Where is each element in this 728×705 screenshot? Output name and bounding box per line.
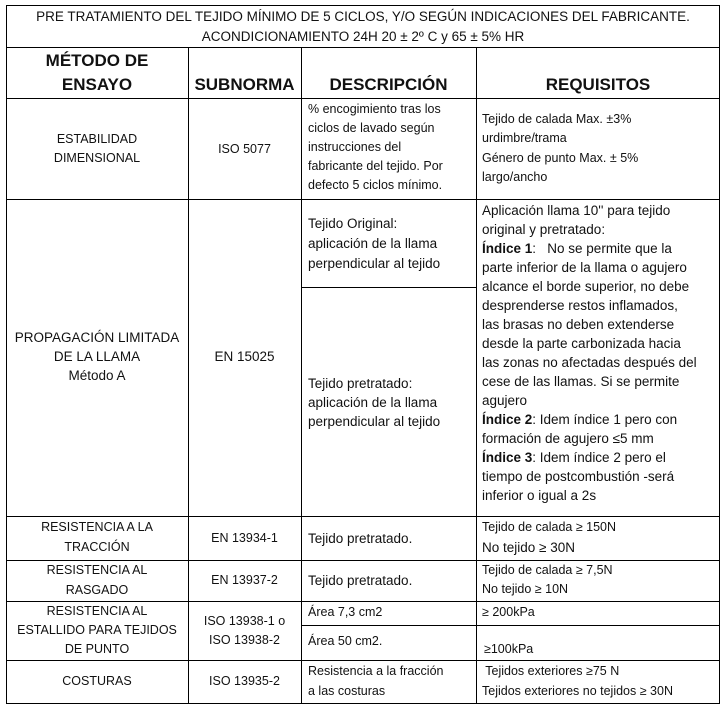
indice3-label: Índice 3 [482,450,533,465]
divider-propagacion-sub [301,287,476,288]
propagacion-req-i1-1: parte inferior de la llama o agujero [482,260,687,275]
propagacion-req-i1-6: las zonas no afectadas después del [482,355,697,370]
estabilidad-subnorma: ISO 5077 [218,142,271,156]
traccion-subnorma: EN 13934-1 [211,531,278,545]
estallido-subnorma-1: ISO 13938-1 o [203,614,286,628]
header-requisitos: REQUISITOS [545,75,651,94]
rasgado-metodo-2: RASGADO [65,583,129,597]
banner-line-1: PRE TRATAMIENTO DEL TEJIDO MÍNIMO DE 5 CICLOS, Y/O SEGÚN INDICACIONES DEL FABRICANTE. [36,9,690,24]
propagacion-req-i3-2: inferior o igual a 2s [482,488,597,503]
propagacion-desc-original-1: Tejido Original: [308,216,398,231]
propagacion-req-i1-8: agujero [482,393,528,408]
traccion-req-1: Tejido de calada ≥ 150N [482,520,617,534]
indice3-text: : Idem índice 2 pero el [532,450,666,465]
border-right [719,5,720,704]
costuras-desc-2: a las costuras [308,684,386,698]
divider-estallido-sub [301,625,720,626]
header-subnorma: SUBNORMA [194,75,295,94]
propagacion-req-i1-7: cese de las llamas. Si se permite [482,374,680,389]
propagacion-desc-original-3: perpendicular al tejido [308,256,441,271]
estallido-metodo-3: DE PUNTO [64,642,130,656]
header-metodo-line1: MÉTODO DE [45,51,149,70]
indice2-text: : Idem índice 1 pero con [532,412,678,427]
estabilidad-desc-2: ciclos de lavado según [308,121,435,135]
propagacion-req-i1-3: desprenderse restos inflamados, [482,298,678,313]
divider-col2 [301,47,302,704]
rasgado-req-2: No tejido ≥ 10N [482,582,569,596]
propagacion-desc-pretratado-1: Tejido pretratado: [308,376,413,391]
estallido-metodo-1: RESISTENCIA AL [46,604,148,618]
estallido-desc-2: Área 50 cm2. [308,634,383,648]
estallido-desc-1: Área 7,3 cm2 [308,605,383,619]
divider-row2 [6,516,720,517]
border-top [6,5,720,6]
estabilidad-desc-3: instrucciones del [308,140,402,154]
estabilidad-desc-4: fabricante del tejido. Por [308,159,443,173]
propagacion-req-i1-2: alcance el borde superior, no debe [482,279,690,294]
estabilidad-req-1: Tejido de calada Max. ±3% [482,112,632,126]
header-metodo-line2: ENSAYO [61,75,133,94]
estabilidad-req-3: Género de punto Max. ± 5% [482,151,639,165]
estabilidad-req-2: urdimbre/trama [482,131,567,145]
estabilidad-metodo-2: DIMENSIONAL [53,151,141,165]
rasgado-desc: Tejido pretratado. [308,573,413,588]
propagacion-metodo-3: Método A [68,368,126,383]
propagacion-metodo-2: DE LA LLAMA [53,349,141,364]
costuras-metodo: COSTURAS [62,674,132,688]
estabilidad-metodo-1: ESTABILIDAD [56,132,138,146]
costuras-req-1: Tejidos exteriores ≥75 N [482,664,620,678]
traccion-metodo-2: TRACCIÓN [64,540,130,554]
estallido-metodo-2: ESTALLIDO PARA TEJIDOS [17,623,177,637]
estabilidad-desc-1: % encogimiento tras los [308,102,441,116]
propagacion-req-indice2 [482,410,677,429]
traccion-req-2: No tejido ≥ 30N [482,540,575,555]
costuras-req-2: Tejidos exteriores no tejidos ≥ 30N [482,684,673,698]
indice1-text: : No se permite que la [532,241,672,256]
costuras-desc-1: Resistencia a la fracción [308,664,444,678]
costuras-subnorma: ISO 13935-2 [209,674,280,688]
propagacion-desc-original-2: aplicación de la llama [308,236,438,251]
divider-col3 [476,47,477,704]
indice1-label: Índice 1 [482,241,533,256]
rasgado-metodo-1: RESISTENCIA AL [46,563,148,577]
indice2-label: Índice 2 [482,412,533,427]
propagacion-metodo-1: PROPAGACIÓN LIMITADA [14,330,180,345]
divider-row1 [6,199,720,200]
estallido-subnorma-2: ISO 13938-2 [209,633,280,647]
propagacion-desc-pretratado-3: perpendicular al tejido [308,414,441,429]
propagacion-req-i1-4: las brasas no deben extenderse [482,317,675,332]
border-bottom [6,703,720,704]
propagacion-req-indice1 [482,239,672,258]
traccion-metodo-1: RESISTENCIA A LA [41,520,153,534]
propagacion-req-indice3 [482,448,666,467]
estabilidad-desc-5: defecto 5 ciclos mínimo. [308,178,443,192]
divider-header [6,98,720,99]
propagacion-req-intro-1: Aplicación llama 10'' para tejido [482,203,671,218]
banner-line-2: ACONDICIONAMIENTO 24H 20 ± 2º C y 65 ± 5% HR [201,29,525,44]
rasgado-subnorma: EN 13937-2 [211,573,278,587]
header-descripcion: DESCRIPCIÓN [329,75,448,94]
rasgado-req-1: Tejido de calada ≥ 7,5N [482,563,613,577]
divider-row5 [6,660,720,661]
propagacion-subnorma: EN 15025 [214,349,275,364]
traccion-desc: Tejido pretratado. [308,531,413,546]
divider-banner [6,47,720,48]
estabilidad-req-4: largo/ancho [482,170,548,184]
propagacion-req-i2-1: formación de agujero ≤5 mm [482,431,654,446]
propagacion-req-intro-2: original y pretratado: [482,222,606,237]
propagacion-req-i1-5: desde la parte carbonizada hacia [482,336,681,351]
propagacion-desc-pretratado-2: aplicación de la llama [308,395,438,410]
propagacion-req-i3-1: tiempo de postcombustión -será [482,469,675,484]
estallido-req-1: ≥ 200kPa [482,605,535,619]
estallido-req-2: ≥100kPa [484,642,534,656]
